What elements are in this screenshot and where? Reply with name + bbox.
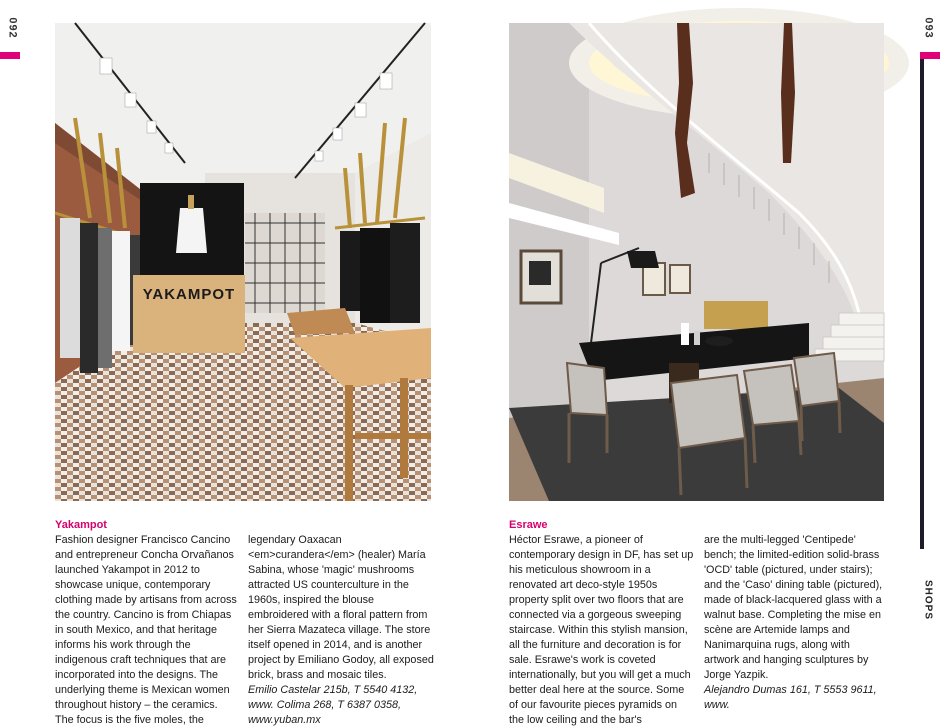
yakampot-address: Emilio Castelar 215b, T 5540 4132, www. Colima 268, T 6387 0358, www.yuban.mx	[248, 684, 418, 726]
page-number-right: 093	[922, 17, 935, 39]
yakampot-photo	[55, 23, 431, 501]
esrawe-address: Alejandro Dumas 161, T 5553 9611, www.	[704, 684, 877, 711]
yakampot-sign: YAKAMPOT	[142, 286, 236, 303]
esrawe-column-1	[509, 518, 695, 728]
yakampot-heading: Yakampot	[55, 519, 107, 531]
yakampot-column-2	[248, 533, 434, 728]
page-tab-right	[920, 52, 940, 59]
section-rule	[920, 59, 924, 549]
esrawe-photo	[509, 23, 884, 501]
esrawe-column-2	[704, 533, 886, 713]
section-label: SHOPS	[922, 579, 934, 621]
yakampot-body-2: legendary Oaxacan <em>curandera</em> (healer) María Sabina, whose 'magic' mushrooms attracted US counterculture in the 1960s, inspired the blouse embroidered with a floral pattern from her Sierra Mazateca village. The store itself opened in 2014, and is another project by Emiliano Godoy, all exposed brick, brass and mosaic tiles.	[248, 534, 434, 681]
esrawe-photo-illustration	[509, 23, 884, 501]
esrawe-article	[509, 518, 884, 726]
yakampot-column-1	[55, 518, 237, 728]
page-number-left: 092	[6, 17, 19, 39]
yakampot-article	[55, 518, 434, 726]
esrawe-heading: Esrawe	[509, 519, 548, 531]
yakampot-photo-illustration	[55, 23, 431, 501]
esrawe-body-2: are the multi-legged 'Centipede' bench; the limited-edition solid-brass 'OCD' table (pictured, under stairs); and the 'Caso' dining table (pictured), made of black-lacquered glass with a walnut base. Completing the mise en scène are Artemide lamps and Nanimarquina rugs, along with artwork and hanging sculptures by Jorge Yazpik.	[704, 534, 883, 681]
yakampot-body-1: Fashion designer Francisco Cancino and entrepreneur Concha Orvañanos launched Yakampot in 2012 to showcase unique, contemporary clothing made by artisans from across the country. Cancino is from Chiapas in south Mexico, and that heritage informs his work through the indigenous craft techniques that are incorporated into the designs. The underlying theme is Mexican women throughout history – the ceramics. The focus is the five moles, the	[55, 534, 237, 726]
page-tab-left	[0, 52, 20, 59]
esrawe-body-1: Héctor Esrawe, a pioneer of contemporary design in DF, has set up his meticulous showroom in a renovated art deco-style 1950s property split over two floors that are connected via a gorgeous sweeping staircase. Within this stylish mansion, all the furniture and decoration is for sale. Esrawe's work is coveted internationally, but you will get a much better deal here at the source. Some of our favourite pieces pyramids on the low ceiling and the bar's	[509, 534, 694, 726]
